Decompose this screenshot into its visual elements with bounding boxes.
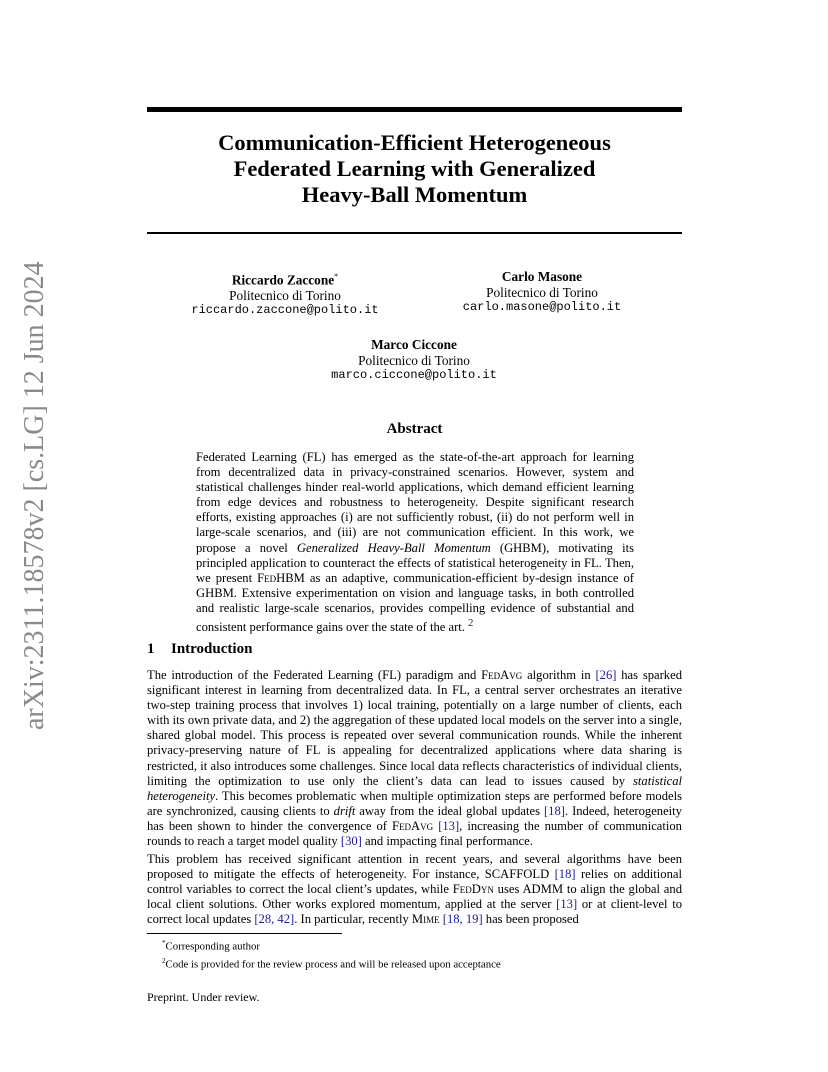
footnote: $^2$Code is provided for the review process and will be released upon acceptance bbox=[162, 956, 501, 971]
citation-link[interactable]: [18, 19] bbox=[442, 912, 483, 927]
author-email[interactable]: riccardo.zaccone@polito.it bbox=[191, 303, 379, 318]
citation-link[interactable]: [18] bbox=[554, 867, 576, 882]
title-line: Heavy-Ball Momentum bbox=[301, 182, 528, 207]
author-name: Marco Ciccone bbox=[371, 337, 457, 352]
preprint-notice: Preprint. Under review. bbox=[147, 990, 260, 1004]
abstract-heading: Abstract bbox=[386, 421, 443, 437]
author-affiliation: Politecnico di Torino bbox=[358, 352, 470, 368]
citation-link[interactable]: [13] bbox=[556, 897, 578, 912]
arxiv-identifier: arXiv:2311.18578v2 [cs.LG] 12 Jun 2024 bbox=[19, 261, 50, 730]
citation-link[interactable]: [30] bbox=[340, 834, 362, 849]
method-name: FedAvg bbox=[392, 818, 434, 833]
abstract-text: Federated Learning (FL) has emerged as the state-of-the-art approach for learning from decentralized data in privacy-constrained scenarios. However, system and statistical challenges hinder real-world applications, which demand efficient learning from edge devices and robustness to heterogeneity. Despite significant research efforts, existing approaches (i) are not sufficiently robust, (ii) do not perform well in large-scale scenarios, and (iii) are not communication efficient. In this work, we propose a novel Generalized Heavy-Ball Momentum (GHBM), motivating its principled application to counteract the effects of statistical heterogeneity in FL. Then, we present FedHBM as an adaptive, communication-efficient by-design instance of GHBM. Extensive experimentation on vision and language tasks, in both controlled and realistic large-scale scenarios, provides compelling evidence of substantial and consistent performance gains over the state of the art. $^2$ bbox=[196, 450, 634, 635]
citation-link[interactable]: [28, 42] bbox=[254, 912, 295, 927]
author-block bbox=[437, 269, 647, 316]
title-line: Federated Learning with Generalized bbox=[233, 156, 596, 181]
method-name: FedHBM bbox=[257, 570, 305, 585]
section-number: 1 bbox=[147, 641, 155, 657]
footnote-rule bbox=[147, 933, 342, 934]
section-title: Introduction bbox=[171, 641, 253, 657]
emphasis: drift bbox=[333, 803, 356, 818]
citation-link[interactable]: [26] bbox=[595, 668, 617, 682]
method-name: Mime bbox=[411, 912, 440, 927]
author-affiliation: Politecnico di Torino bbox=[229, 287, 341, 303]
author-email[interactable]: marco.ciccone@polito.it bbox=[331, 368, 497, 382]
footnote-link[interactable]: 2 bbox=[468, 618, 474, 630]
citation-link[interactable]: [18] bbox=[543, 803, 565, 818]
emphasis: Generalized Heavy-Ball Momentum bbox=[296, 540, 491, 555]
method-name: FedAvg bbox=[481, 668, 523, 682]
emphasis: statistical heterogeneity bbox=[147, 773, 682, 803]
author-block bbox=[309, 337, 519, 384]
method-name: FedDyn bbox=[452, 882, 494, 897]
corresponding-author-mark: * bbox=[334, 272, 339, 281]
author-affiliation: Politecnico di Torino bbox=[486, 284, 598, 300]
title-line: Communication-Efficient Heterogeneous bbox=[218, 130, 611, 155]
author-block bbox=[180, 269, 390, 319]
intro-paragraph: This problem has received significant attention in recent years, and several algorithms have been proposed to mitigate the effects of heterogeneity. For instance, SCAFFOLD [18] relies on additional control variables to correct the local client’s updates, while FedDyn uses ADMM to align the global and local client solutions. Other works explored momentum, applied at the server [13] or at client-level to correct local updates [28, 42]. In particular, recently Mime [18, 19] has been proposed bbox=[147, 852, 682, 927]
footnotes bbox=[147, 936, 682, 971]
citation-link[interactable]: [13] bbox=[438, 818, 460, 833]
author-name: Carlo Masone bbox=[501, 269, 583, 284]
intro-paragraph: The introduction of the Federated Learning (FL) paradigm and FedAvg algorithm in [26] has sparked significant interest in learning from decentralized data. In FL, a central server orchestrates an iterative two-step training process that involves 1) local training, potentially on a large number of clients, each with its own private data, and 2) the aggregation of these updated local models on the server into a single, shared global model. This process is repeated over several communication rounds. While the inherent privacy-preserving nature of FL is appealing for decentralized applications where data sharing is restricted, it also introduces some challenges. Since local data reflects characteristics of individual clients, limiting the optimization to use only the client’s data can lead to issues caused by statistical heterogeneity. This becomes problematic when multiple optimization steps are performed before models are synchronized, causing clients to drift away from the ideal global updates [18]. Indeed, heterogeneity has been shown to hinder the convergence of FedAvg [13], increasing the number of communication rounds to reach a target model quality [30] and impacting final performance. bbox=[147, 668, 682, 849]
section-heading bbox=[147, 641, 252, 658]
author-email[interactable]: carlo.masone@polito.it bbox=[462, 300, 622, 314]
title-bottom-rule bbox=[147, 232, 682, 234]
paper-title bbox=[147, 130, 682, 208]
title-top-rule bbox=[147, 107, 682, 112]
author-name: Riccardo Zaccone* bbox=[231, 272, 339, 288]
footnote: *Corresponding author bbox=[162, 939, 260, 953]
